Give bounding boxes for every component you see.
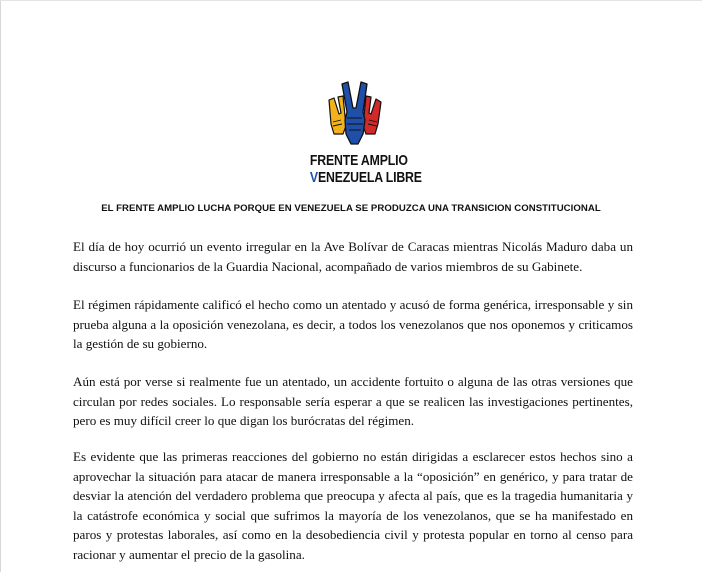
paragraph-4: Es evidente que las primeras reacciones del gobierno no están dirigidas a esclarecer estos hechos sino a aprovechar la situación para atacar de manera irresponsable a la “oposición” en genérico, y para tratar de desviar la atención del verdadero problema que preocupa y afecta al país, que es la tragedia humanitaria y la catástrofe económica y social que sufrimos la mayoría de los venezolanos, que se ha manifestado en paros y protestas laborales, así como en la desobediencia civil y protesta popular en torno al censo para racionar y aumentar el precio de la gasolina. — [73, 449, 633, 562]
paragraph-3: Aún está por verse si realmente fue un atentado, un accidente fortuito o alguna de las otras versiones que circulan por redes sociales. Lo responsable sería esperar a que se realicen las investigaciones pertinentes, pero es muy difícil creer lo que digan los burócratas del régimen. — [73, 374, 633, 429]
yellow-hand-icon — [329, 96, 346, 134]
logo-line-2 — [309, 169, 422, 186]
blue-hand-icon — [342, 82, 367, 144]
logo-line-2-initial: V — [309, 169, 318, 186]
logo-line-1: FRENTE AMPLIO — [309, 152, 408, 169]
logo-line-2-rest: ENEZUELA LIBRE — [317, 169, 422, 186]
document-headline: EL FRENTE AMPLIO LUCHA PORQUE EN VENEZUELA SE PRODUZCA UNA TRANSICION CONSTITUCIONAL — [101, 203, 601, 214]
paragraph-2: El régimen rápidamente calificó el hecho como un atentado y acusó de forma genérica, irresponsable y sin prueba alguna a la oposición venezolana, es decir, a todos los venezolanos que nos oponemos y criticamos la gestión de su gobierno. — [73, 297, 633, 352]
red-hand-icon — [363, 96, 381, 134]
frente-amplio-logo — [300, 80, 422, 186]
victory-hands-icon — [325, 80, 385, 150]
paragraph-1: El día de hoy ocurrió un evento irregular en la Ave Bolívar de Caracas mientras Nicolás Maduro daba un discurso a funcionarios de la Guardia Nacional, acompañado de varios miembros de su Gabinete. — [73, 239, 633, 274]
